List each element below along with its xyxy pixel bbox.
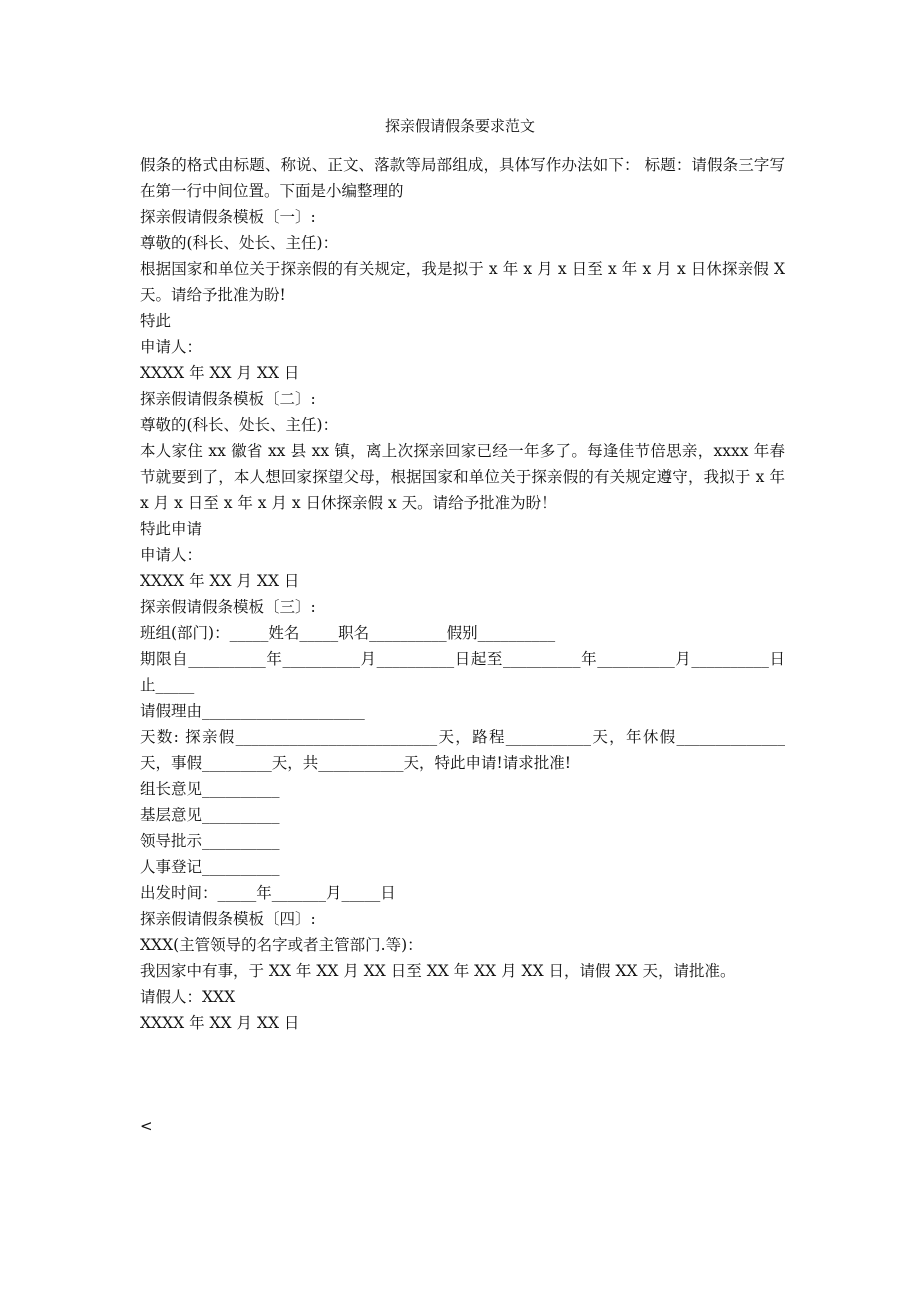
template-4-date: XXXX 年 XX 月 XX 日	[140, 1014, 300, 1032]
template-1-closing: 特此	[140, 312, 172, 330]
template-3-period-line: 期限自__________年__________月__________日起至__________年__________月__________日止_____	[140, 650, 785, 694]
template-4-salutation: XXX(主管领导的名字或者主管部门.等)：	[140, 936, 423, 954]
template-3-reason-line: 请假理由_____________________	[140, 702, 365, 720]
document-body	[140, 152, 785, 1036]
template-4-body: 我因家中有事，于 XX 年 XX 月 XX 日至 XX 年 XX 月 XX 日，请假 XX 天，请批准。	[140, 962, 736, 980]
footer-mark: <	[140, 1117, 153, 1135]
template-2-body: 本人家住 xx 徽省 xx 县 xx 镇，离上次探亲回家已经一年多了。每逢佳节倍思亲，xxxx 年春节就要到了，本人想回家探望父母，根据国家和单位关于探亲假的有关规定遵守，我拟于 x 年 x 月 x 日至 x 年 x 月 x 日休探亲假 x 天。请给予批准为盼！	[140, 442, 785, 512]
template-1-applicant: 申请人：	[140, 338, 203, 356]
template-3-base-opinion: 基层意见__________	[140, 806, 280, 824]
template-3-department-line: 班组(部门)：_____姓名_____职名__________假别__________	[140, 624, 556, 642]
intro-paragraph: 假条的格式由标题、称说、正文、落款等局部组成，具体写作办法如下： 标题：请假条三字写在第一行中间位置。下面是小编整理的	[140, 156, 785, 200]
template-4-heading: 探亲假请假条模板〔四〕:	[140, 910, 316, 928]
template-1-body: 根据国家和单位关于探亲假的有关规定，我是拟于 x 年 x 月 x 日至 x 年 x 月 x 日休探亲假 X 天。请给予批准为盼!	[140, 260, 785, 304]
document-title: 探亲假请假条要求范文	[384, 117, 535, 135]
template-4-applicant: 请假人：XXX	[140, 988, 236, 1006]
template-2-closing: 特此申请	[140, 520, 203, 538]
template-3-leader-approval: 领导批示__________	[140, 832, 280, 850]
template-3-hr-registration: 人事登记__________	[140, 858, 280, 876]
template-2-date: XXXX 年 XX 月 XX 日	[140, 572, 300, 590]
template-2-salutation: 尊敬的(科长、处长、主任)：	[140, 416, 339, 434]
template-3-departure-time: 出发时间：_____年_______月_____日	[140, 884, 396, 902]
template-3-heading: 探亲假请假条模板〔三〕:	[140, 598, 316, 616]
template-3-team-leader-opinion: 组长意见__________	[140, 780, 280, 798]
template-1-heading: 探亲假请假条模板〔一〕:	[140, 208, 316, 226]
template-1-salutation: 尊敬的(科长、处长、主任)：	[140, 234, 339, 252]
template-3-days-line: 天数: 探亲假__________________________天，路程___________天，年休假______________天，事假_________天，共___________天，特此申请!请求批准!	[140, 728, 785, 772]
template-2-heading: 探亲假请假条模板〔二〕:	[140, 390, 316, 408]
template-1-date: XXXX 年 XX 月 XX 日	[140, 364, 300, 382]
template-2-applicant: 申请人：	[140, 546, 203, 564]
